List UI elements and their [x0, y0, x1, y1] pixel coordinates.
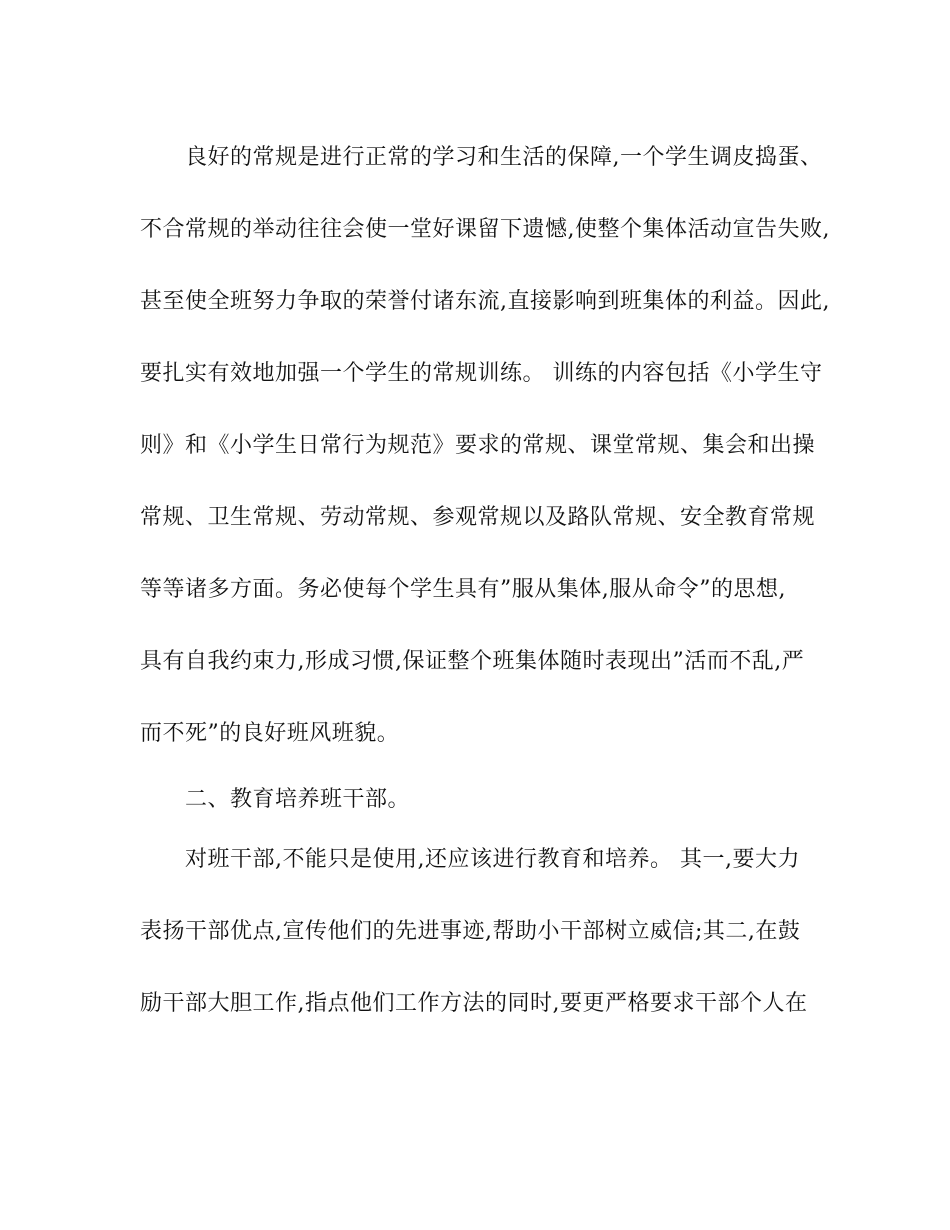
paragraph-line: 要扎实有效地加强一个学生的常规训练。 训练的内容包括《小学生守	[140, 361, 823, 386]
paragraph-line: 表扬干部优点,宣传他们的先进事迹,帮助小干部树立威信;其二,在鼓	[140, 919, 801, 944]
paragraph-line: 甚至使全班努力争取的荣誉付诸东流,直接影响到班集体的利益。因此,	[140, 289, 830, 314]
paragraph-line: 励干部大胆工作,指点他们工作方法的同时,要更严格要求干部个人在	[140, 991, 808, 1016]
paragraph-line: 良好的常规是进行正常的学习和生活的保障,一个学生调皮捣蛋、	[185, 145, 823, 170]
paragraph-line: 等等诸多方面。务必使每个学生具有”服从集体,服从命令”的思想,	[140, 577, 786, 602]
paragraph-line: 对班干部,不能只是使用,还应该进行教育和培养。 其一,要大力	[185, 847, 800, 872]
paragraph-line: 具有自我约束力,形成习惯,保证整个班集体随时表现出”活而不乱,严	[140, 649, 805, 674]
paragraph-line: 不合常规的举动往往会使一堂好课留下遗憾,使整个集体活动宣告失败,	[140, 217, 830, 242]
section-heading: 二、教育培养班干部。	[185, 787, 411, 812]
paragraph-line: 则》和《小学生日常行为规范》要求的常规、课堂常规、集会和出操	[140, 433, 816, 458]
paragraph-line: 而不死”的良好班风班貌。	[140, 721, 400, 746]
paragraph-line: 常规、卫生常规、劳动常规、参观常规以及路队常规、安全教育常规	[140, 505, 816, 530]
